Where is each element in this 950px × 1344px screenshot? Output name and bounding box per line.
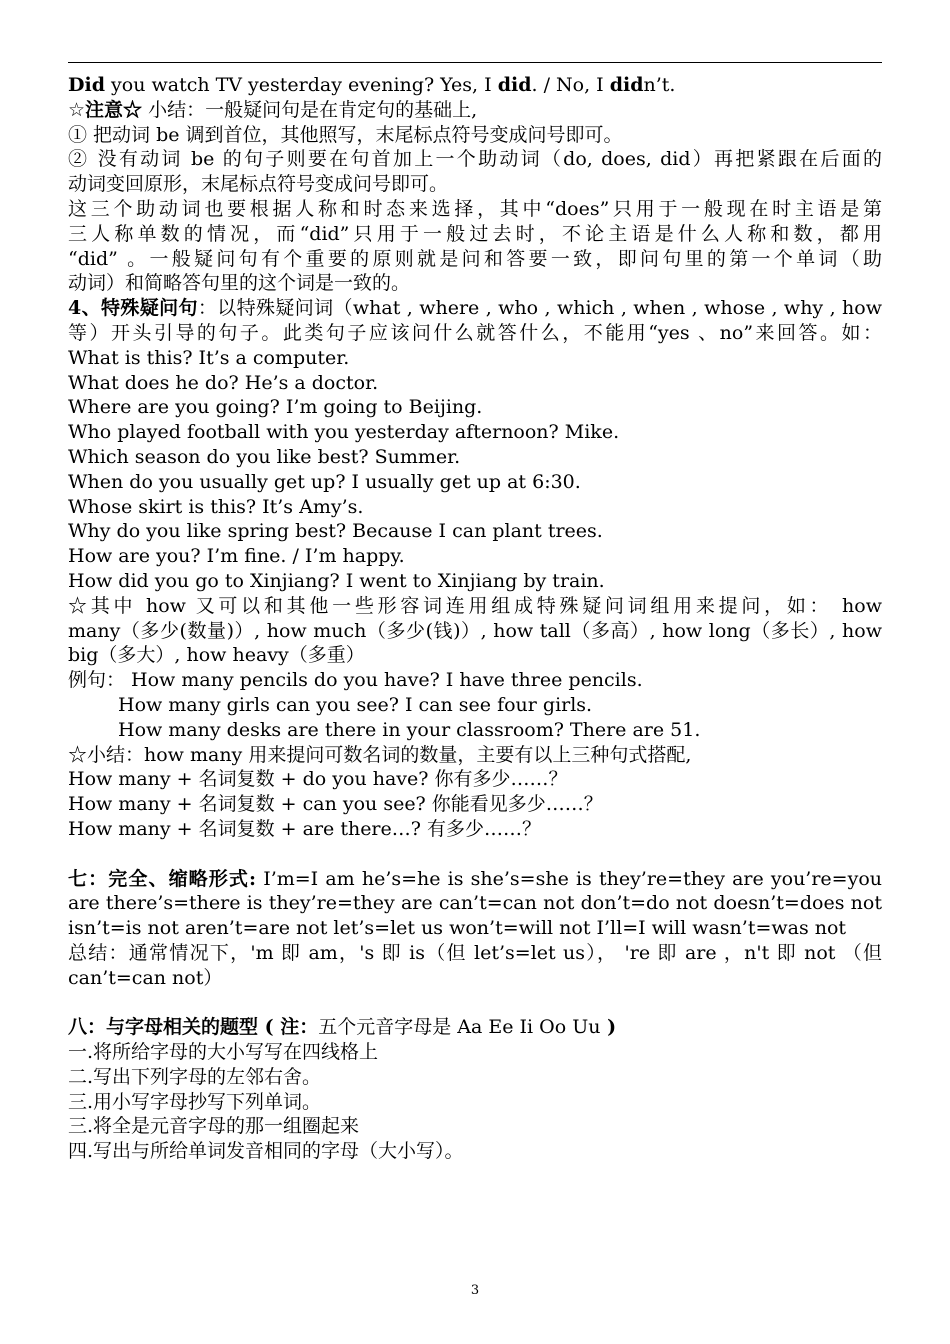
- page-number: 3: [470, 1283, 480, 1298]
- paragraph-line: 这三个助动词也要根据人称和时态来选择，其中“does”只用于一般现在时主语是第: [68, 197, 882, 220]
- example-sentence: How many desks are there in your classroom? There are 51.: [118, 718, 701, 741]
- example-line: How are you? I’m fine. / I’m happy.: [68, 545, 405, 568]
- contractions-line: are there’s=there is they’re=they are can’t=can not don’t=do not doesn’t=does not: [68, 892, 882, 915]
- paragraph-line: “did” 。一般疑问句有个重要的原则就是问和答要一致，即问句里的第一个单词（助: [68, 247, 882, 270]
- section-heading-contractions: 七：完全、缩略形式: I’m=I am he’s=he is she’s=she is they’re=they are you’re=you: [68, 867, 882, 890]
- star-icon: ☆: [68, 98, 86, 121]
- pattern-line: How many + 名词复数 + are there…? 有多少……？: [68, 817, 541, 840]
- contractions-summary-cont: can’t=can not）: [68, 966, 223, 989]
- example-did-question: Did you watch TV yesterday evening? Yes, I did. / No, I didn’t.: [68, 74, 676, 96]
- note-summary: ☆注意☆ 小结：一般疑问句是在肯定句的基础上,: [68, 98, 478, 121]
- example-line: Who played football with you yesterday afternoon? Mike.: [68, 421, 620, 444]
- section-heading-special-questions: 4、特殊疑问句：以特殊疑问词（what , where , who , which , when , whose , why , how: [68, 297, 882, 320]
- paragraph-line: 等）开头引导的句子。此类句子应该问什么就答什么，不能用“yes 、no”来回答。如：: [68, 321, 882, 344]
- how-phrases-line: many（多少(数量)）, how much（多少(钱)）, how tall（多高）, how long（多长）, how: [68, 619, 882, 642]
- spacer: [68, 990, 882, 1015]
- contractions-line: isn’t=is not aren’t=are not let’s=let us won’t=will not I’ll=I will wasn’t=was not: [68, 917, 847, 940]
- letters-task: 一.将所给字母的大小写写在四线格上: [68, 1041, 379, 1064]
- section-heading-letters: 八：与字母相关的题型 ( 注：五个元音字母是 Aa Ee Ii Oo Uu ): [68, 1016, 617, 1039]
- example-line: When do you usually get up? I usually get up at 6:30.: [68, 470, 581, 493]
- contractions-summary: 总结：通常情况下，'m 即 am，'s 即 is（但 let’s=let us）， 're 即 are ，n't 即 not （但: [68, 941, 882, 964]
- how-many-summary: ☆小结：how many 用来提问可数名词的数量，主要有以上三种句式搭配,: [68, 743, 692, 766]
- spacer: [68, 842, 882, 867]
- how-phrases-intro: ☆其中 how 又可以和其他一些形容词连用组成特殊疑问词组用来提问，如： how: [68, 594, 882, 617]
- example-line: What is this? It’s a computer.: [68, 346, 350, 369]
- example-sentence: 例句： How many pencils do you have? I have three pencils.: [68, 669, 643, 692]
- example-line: How did you go to Xinjiang? I went to Xinjiang by train.: [68, 569, 605, 592]
- rule-2-cont: 动词变回原形，末尾标点符号变成问号即可。: [68, 173, 449, 196]
- letters-task: 四.写出与所给单词发音相同的字母（大小写）。: [68, 1140, 464, 1163]
- rule-2: ② 没有动词 be 的句子则要在句首加上一个助动词（do, does, did）再把紧跟在后面的: [68, 148, 882, 171]
- pattern-line: How many + 名词复数 + can you see? 你能看见多少……？: [68, 793, 603, 816]
- letters-task: 三.将全是元音字母的那一组圈起来: [68, 1115, 360, 1138]
- rule-1: ① 把动词 be 调到首位，其他照写，末尾标点符号变成问号即可。: [68, 123, 623, 146]
- paragraph-line: 动词）和简略答句里的这个词是一致的。: [68, 272, 411, 295]
- example-line: Whose skirt is this? It’s Amy’s.: [68, 495, 364, 518]
- paragraph-line: 三人称单数的情况，而“did”只用于一般过去时，不论主语是什么人称和数，都用: [68, 222, 882, 245]
- letters-task: 三.用小写字母抄写下列单词。: [68, 1090, 322, 1113]
- example-line: Which season do you like best? Summer.: [68, 445, 461, 468]
- letters-task: 二.写出下列字母的左邻右舍。: [68, 1065, 322, 1088]
- header-rule: [68, 62, 882, 63]
- example-sentence: How many girls can you see? I can see four girls.: [118, 693, 593, 716]
- example-line: What does he do? He’s a doctor.: [68, 371, 379, 394]
- how-phrases-line: big（多大）, how heavy（多重）: [68, 644, 365, 667]
- example-line: Why do you like spring best? Because I can plant trees.: [68, 520, 603, 543]
- document-body: [68, 73, 882, 1164]
- example-line: Where are you going? I’m going to Beijing.: [68, 396, 483, 419]
- pattern-line: How many + 名词复数 + do you have? 你有多少……？: [68, 768, 568, 791]
